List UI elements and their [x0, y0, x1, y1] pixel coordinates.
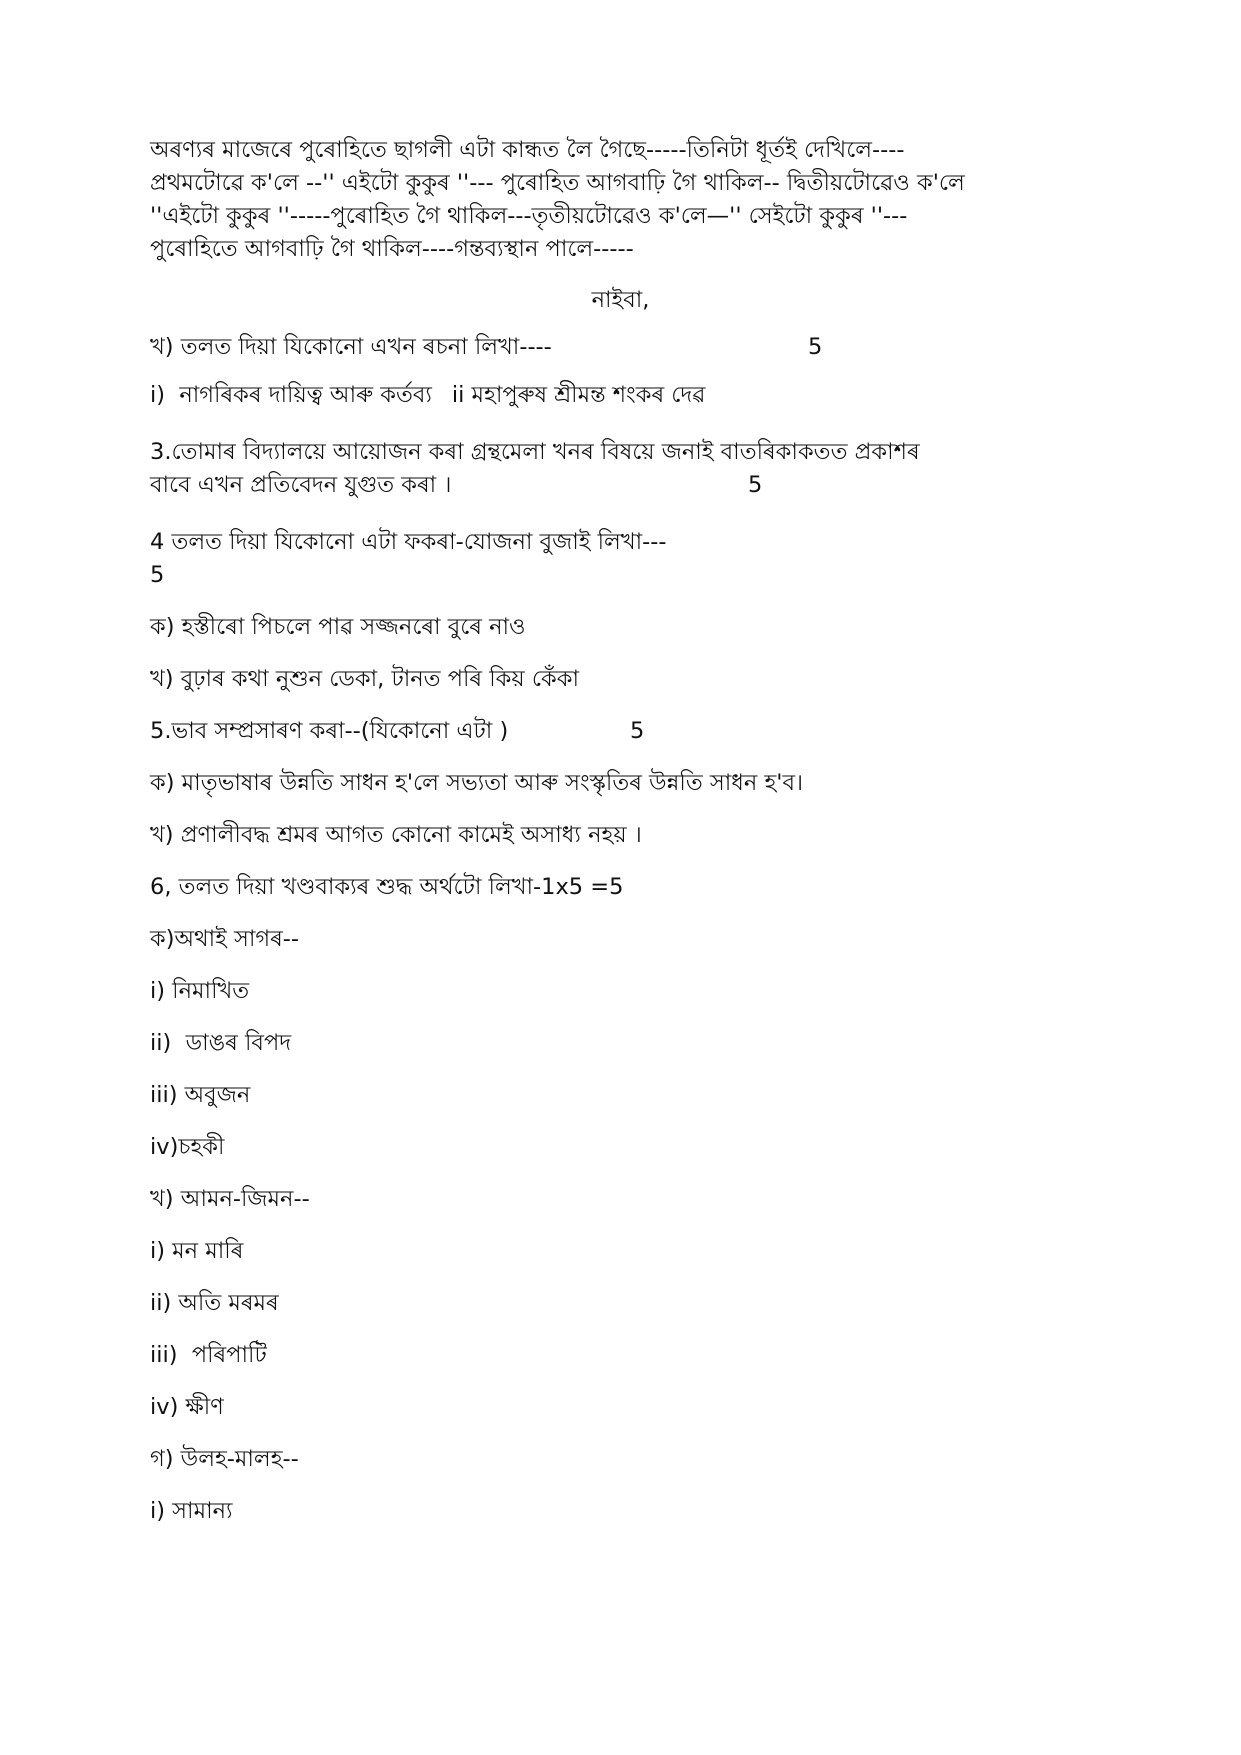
question-5-marks: 5	[630, 718, 645, 744]
question-kha-marks: 5	[808, 334, 823, 360]
question-6-kha-option: ii) অতি মৰমৰ	[150, 1290, 279, 1316]
question-4-kha: খ) বুঢ়াৰ কথা নুশুন ডেকা, টানত পৰি কিয় কেঁকা	[150, 666, 579, 692]
question-6-kha-option: i) মন মাৰি	[150, 1238, 244, 1264]
question-6-ka-head: ক)অথাই সাগৰ--	[150, 926, 299, 952]
passage-line-2: প্ৰথমটোৱে ক'লে --'' এইটো কুকুৰ ''--- পুৰোহিত আগবাঢ়ি গৈ থাকিল-- দ্বিতীয়টোৱেও ক'লে	[150, 170, 965, 196]
question-kha: খ) তলত দিয়া যিকোনো এখন ৰচনা লিখা----	[150, 334, 552, 360]
essay-option-1: i) নাগৰিকৰ দায়িত্ব আৰু কৰ্তব্য	[150, 382, 432, 408]
question-3-marks: 5	[748, 472, 763, 498]
question-6-ka-option: iii) অবুজন	[150, 1082, 251, 1108]
question-4: 4 তলত দিয়া যিকোনো এটা ফকৰা-যোজনা বুজাই লিখা---	[150, 529, 667, 555]
passage-line-1: অৰণ্যৰ মাজেৰে পুৰোহিতে ছাগলী এটা কান্ধত লৈ গৈছে-----তিনিটা ধূৰ্তই দেখিলে----	[150, 137, 905, 163]
question-4-marks: 5	[150, 562, 165, 588]
question-6-ga-head: গ) উলহ-মালহ--	[150, 1446, 299, 1472]
essay-option-2: ii মহাপুৰুষ শ্ৰীমন্ত শংকৰ দেৱ	[451, 382, 706, 408]
passage-line-3: ''এইটো কুকুৰ ''-----পুৰোহিত গৈ থাকিল---তৃতীয়টোৱেও ক'লে—'' সেইটো কুকুৰ ''---	[150, 203, 908, 229]
question-6-kha-option: iv) ক্ষীণ	[150, 1394, 224, 1420]
question-6-ka-option: i) নিমাখিত	[150, 978, 250, 1004]
question-5-kha: খ) প্ৰণালীবদ্ধ শ্ৰমৰ আগত কোনো কামেই অসাধ্য নহয় ।	[150, 822, 642, 848]
question-6-ka-option: iv)চহকী	[150, 1134, 225, 1160]
question-4-ka: ক) হস্তীৰো পিচলে পাৱ সজ্জনৰো বুৰে নাও	[150, 614, 526, 640]
question-3-line-2: বাবে এখন প্ৰতিবেদন যুগুত কৰা ।	[150, 472, 452, 498]
question-6-ka-option: ii) ডাঙৰ বিপদ	[150, 1030, 292, 1056]
question-6: 6, তলত দিয়া খণ্ডবাক্যৰ শুদ্ধ অৰ্থটো লিখা-1x5 =5	[150, 874, 624, 900]
passage-line-4: পুৰোহিতে আগবাঢ়ি গৈ থাকিল----গন্তব্যস্থান পালে-----	[150, 236, 634, 262]
or-text: নাইবা,	[591, 287, 650, 313]
question-6-ga-option: i) সামান্য	[150, 1498, 233, 1524]
question-5-ka: ক) মাতৃভাষাৰ উন্নতি সাধন হ'লে সভ্যতা আৰু সংস্কৃতিৰ উন্নতি সাধন হ'ব।	[150, 770, 804, 796]
essay-options	[150, 383, 705, 408]
question-5: 5.ভাব সম্প্ৰসাৰণ কৰা--(যিকোনো এটা )	[150, 718, 509, 744]
question-6-kha-option: iii) পৰিপাটি	[150, 1342, 267, 1368]
question-3-line-1: 3.তোমাৰ বিদ্যালয়ে আয়োজন কৰা গ্ৰন্থমেলা খনৰ বিষয়ে জনাই বাতৰিকাকতত প্ৰকাশৰ	[150, 439, 920, 465]
question-6-kha-head: খ) আমন-জিমন--	[150, 1186, 310, 1212]
